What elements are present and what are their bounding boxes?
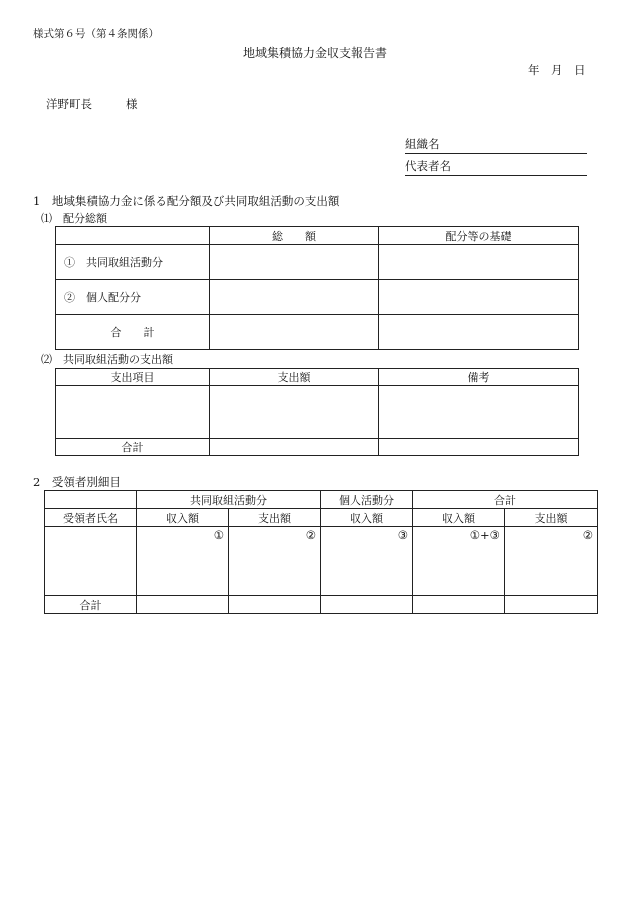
- mark-label: ①: [213, 528, 224, 542]
- mark-label: ②: [582, 528, 593, 542]
- mark-1-cell[interactable]: [137, 527, 229, 596]
- row-label-joint-activity: ① 共同取組活動分: [56, 245, 210, 280]
- addressee-name: 洋野町長: [46, 97, 92, 111]
- input-cell[interactable]: [379, 245, 579, 280]
- expenditure-table: [55, 368, 579, 456]
- date-field[interactable]: 年 月 日: [528, 63, 586, 77]
- organization-name-field[interactable]: [405, 136, 587, 154]
- input-cell[interactable]: [210, 280, 379, 315]
- representative-name-field[interactable]: [405, 158, 587, 176]
- group-header-joint-activity: 共同取組活動分: [137, 491, 321, 509]
- input-cell[interactable]: [321, 596, 413, 614]
- header-expense-amount: 支出額: [210, 369, 379, 386]
- representative-name-label: 代表者名: [405, 159, 451, 173]
- header-remarks: 備考: [379, 369, 579, 386]
- input-cell[interactable]: [379, 280, 579, 315]
- mark-2-total-cell[interactable]: [505, 527, 598, 596]
- table-header-total: 総 額: [210, 227, 379, 245]
- subsection-1-heading: ⑴ 配分総額: [41, 212, 107, 225]
- input-cell[interactable]: [379, 386, 579, 439]
- document-title: 地域集積協力金収支報告書: [242, 46, 387, 60]
- input-cell[interactable]: [210, 245, 379, 280]
- input-cell[interactable]: [505, 596, 598, 614]
- organization-name-label: 組織名: [405, 137, 440, 151]
- input-cell[interactable]: [210, 439, 379, 456]
- input-cell[interactable]: [210, 315, 379, 350]
- addressee-honorific: 様: [126, 97, 138, 111]
- header-expenditure: 支出額: [229, 509, 321, 527]
- row-label-individual-allocation: ② 個人配分分: [56, 280, 210, 315]
- header-income: 収入額: [413, 509, 505, 527]
- group-header-total: 合計: [413, 491, 598, 509]
- section-1-heading: 1 地域集積協力金に係る配分額及び共同取組活動の支出額: [33, 194, 340, 208]
- input-cell[interactable]: [413, 596, 505, 614]
- input-cell[interactable]: [379, 439, 579, 456]
- allocation-total-table: [55, 226, 579, 350]
- input-cell[interactable]: [137, 596, 229, 614]
- input-cell[interactable]: [45, 527, 137, 596]
- subsection-2-heading: ⑵ 共同取組活動の支出額: [41, 353, 173, 366]
- row-label-total: 合計: [45, 596, 137, 614]
- mark-label: ②: [305, 528, 316, 542]
- header-income: 収入額: [321, 509, 413, 527]
- mark-2-cell[interactable]: [229, 527, 321, 596]
- header-expense-item: 支出項目: [56, 369, 210, 386]
- mark-1-plus-3-cell[interactable]: [413, 527, 505, 596]
- header-expenditure: 支出額: [505, 509, 598, 527]
- mark-label: ①+③: [469, 528, 500, 542]
- addressee: [46, 96, 138, 112]
- table-header-basis: 配分等の基礎: [379, 227, 579, 245]
- input-cell[interactable]: [229, 596, 321, 614]
- group-header-individual-activity: 個人活動分: [321, 491, 413, 509]
- mark-3-cell[interactable]: [321, 527, 413, 596]
- row-label-total: 合計: [56, 439, 210, 456]
- input-cell[interactable]: [379, 315, 579, 350]
- section-2-heading: 2 受領者別細目: [33, 475, 121, 489]
- input-cell[interactable]: [56, 386, 210, 439]
- form-number: 様式第６号（第４条関係）: [33, 28, 159, 40]
- table-header-cell: [56, 227, 210, 245]
- recipient-detail-table: [44, 490, 598, 614]
- header-income: 収入額: [137, 509, 229, 527]
- row-label-total: 合 計: [56, 315, 210, 350]
- header-empty: [45, 491, 137, 509]
- input-cell[interactable]: [210, 386, 379, 439]
- mark-label: ③: [397, 528, 408, 542]
- header-recipient-name: 受領者氏名: [45, 509, 137, 527]
